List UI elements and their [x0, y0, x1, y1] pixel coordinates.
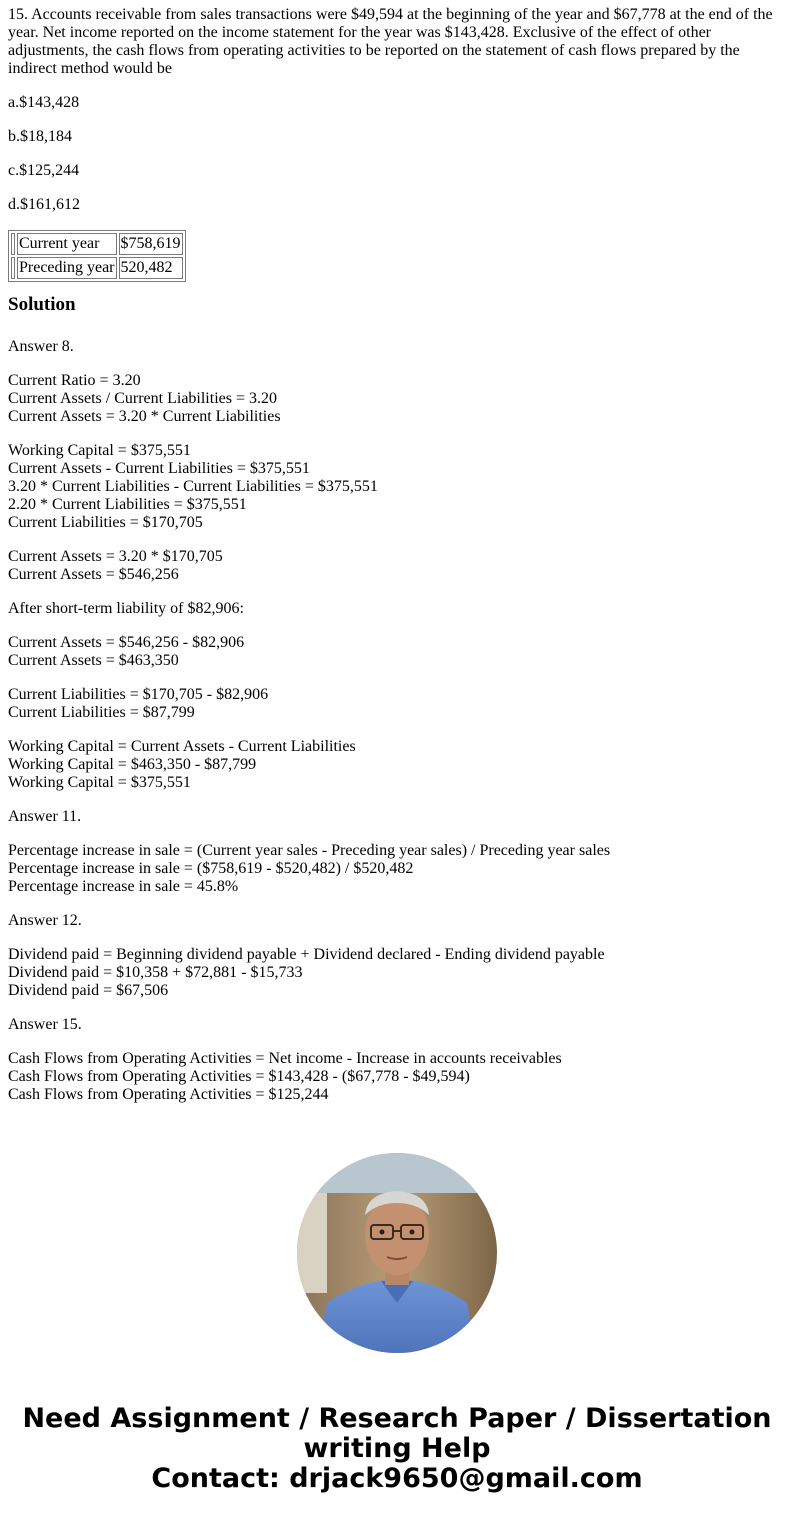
document-body: [8, 6, 786, 1120]
solution-line: Working Capital = $375,551: [8, 774, 191, 791]
solution-line: Working Capital = $463,350 - $87,799: [8, 756, 257, 773]
table-cell-empty: [11, 233, 15, 255]
solution-line: Dividend paid = Beginning dividend payable + Dividend declared - Ending dividend payable: [8, 946, 605, 963]
option-c: c.$125,244: [8, 162, 80, 179]
solution-paragraph: [8, 372, 786, 426]
solution-line: Current Assets / Current Liabilities = 3.20: [8, 390, 277, 407]
solution-line: Percentage increase in sale = 45.8%: [8, 878, 239, 895]
solution-line: Current Ratio = 3.20: [8, 372, 141, 389]
solution-line: Working Capital = Current Assets - Current Liabilities: [8, 738, 356, 755]
solution-body: [8, 338, 786, 1104]
solution-paragraph: [8, 338, 786, 356]
solution-line: Current Assets = $546,256: [8, 566, 179, 583]
solution-line: Working Capital = $375,551: [8, 442, 191, 459]
solution-line: Current Liabilities = $170,705: [8, 514, 203, 531]
option-a: a.$143,428: [8, 94, 80, 111]
solution-line: Current Assets = 3.20 * $170,705: [8, 548, 223, 565]
solution-line: Current Assets = 3.20 * Current Liabilities: [8, 408, 281, 425]
solution-line: Percentage increase in sale = (Current year sales - Preceding year sales) / Preceding year sales: [8, 842, 611, 859]
solution-paragraph: [8, 1016, 786, 1034]
table-cell-value: $758,619: [119, 233, 183, 255]
table-cell-label: Current year: [17, 233, 117, 255]
table-row: [11, 257, 183, 279]
promo-line-2: writing Help: [303, 1433, 491, 1464]
solution-line: Cash Flows from Operating Activities = $143,428 - ($67,778 - $49,594): [8, 1068, 470, 1085]
solution-line: Cash Flows from Operating Activities = Net income - Increase in accounts receivables: [8, 1050, 562, 1067]
solution-line: Dividend paid = $67,506: [8, 982, 169, 999]
table-row: [11, 233, 183, 255]
solution-paragraph: [8, 686, 786, 722]
solution-paragraph: [8, 548, 786, 584]
solution-paragraph: [8, 634, 786, 670]
solution-paragraph: [8, 842, 786, 896]
solution-line: Dividend paid = $10,358 + $72,881 - $15,733: [8, 964, 303, 981]
solution-line: 3.20 * Current Liabilities - Current Liabilities = $375,551: [8, 478, 378, 495]
solution-line: 2.20 * Current Liabilities = $375,551: [8, 496, 247, 513]
solution-paragraph: [8, 1050, 786, 1104]
solution-line: Answer 15.: [8, 1016, 82, 1033]
promo-contact: Contact: drjack9650@gmail.com: [151, 1463, 643, 1494]
solution-line: Current Assets = $463,350: [8, 652, 179, 669]
solution-line: Current Assets = $546,256 - $82,906: [8, 634, 245, 651]
solution-line: Answer 11.: [8, 808, 82, 825]
solution-paragraph: [8, 946, 786, 1000]
table-cell-label: Preceding year: [17, 257, 117, 279]
solution-line: Current Liabilities = $170,705 - $82,906: [8, 686, 269, 703]
option-d: d.$161,612: [8, 196, 80, 213]
solution-line: Current Assets - Current Liabilities = $375,551: [8, 460, 310, 477]
solution-paragraph: [8, 442, 786, 532]
author-avatar: [297, 1153, 497, 1353]
solution-line: Answer 12.: [8, 912, 82, 929]
avatar-photo-icon: [297, 1153, 497, 1353]
sales-table: [8, 230, 186, 282]
table-cell-empty: [11, 257, 15, 279]
solution-paragraph: [8, 912, 786, 930]
solution-paragraph: [8, 600, 786, 618]
question-text: 15. Accounts receivable from sales transactions were $49,594 at the beginning of the year and $67,778 at the end of the year. Net income reported on the income statement for the year was $143,428. Exclusive of the effect of other adjustments, the cash flows from operating activities to be reported on the statement of cash flows prepared by the indirect method would be: [8, 6, 773, 77]
solution-line: Current Liabilities = $87,799: [8, 704, 195, 721]
solution-paragraph: [8, 738, 786, 792]
solution-paragraph: [8, 808, 786, 826]
promo-footer: [0, 1404, 794, 1494]
table-cell-value: 520,482: [119, 257, 183, 279]
solution-line: Percentage increase in sale = ($758,619 - $520,482) / $520,482: [8, 860, 414, 877]
solution-line: After short-term liability of $82,906:: [8, 600, 244, 617]
promo-line-1: Need Assignment / Research Paper / Dissertation: [22, 1403, 772, 1434]
solution-heading: Solution: [8, 294, 76, 315]
option-b: b.$18,184: [8, 128, 72, 145]
solution-line: Cash Flows from Operating Activities = $125,244: [8, 1086, 329, 1103]
solution-line: Answer 8.: [8, 338, 74, 355]
